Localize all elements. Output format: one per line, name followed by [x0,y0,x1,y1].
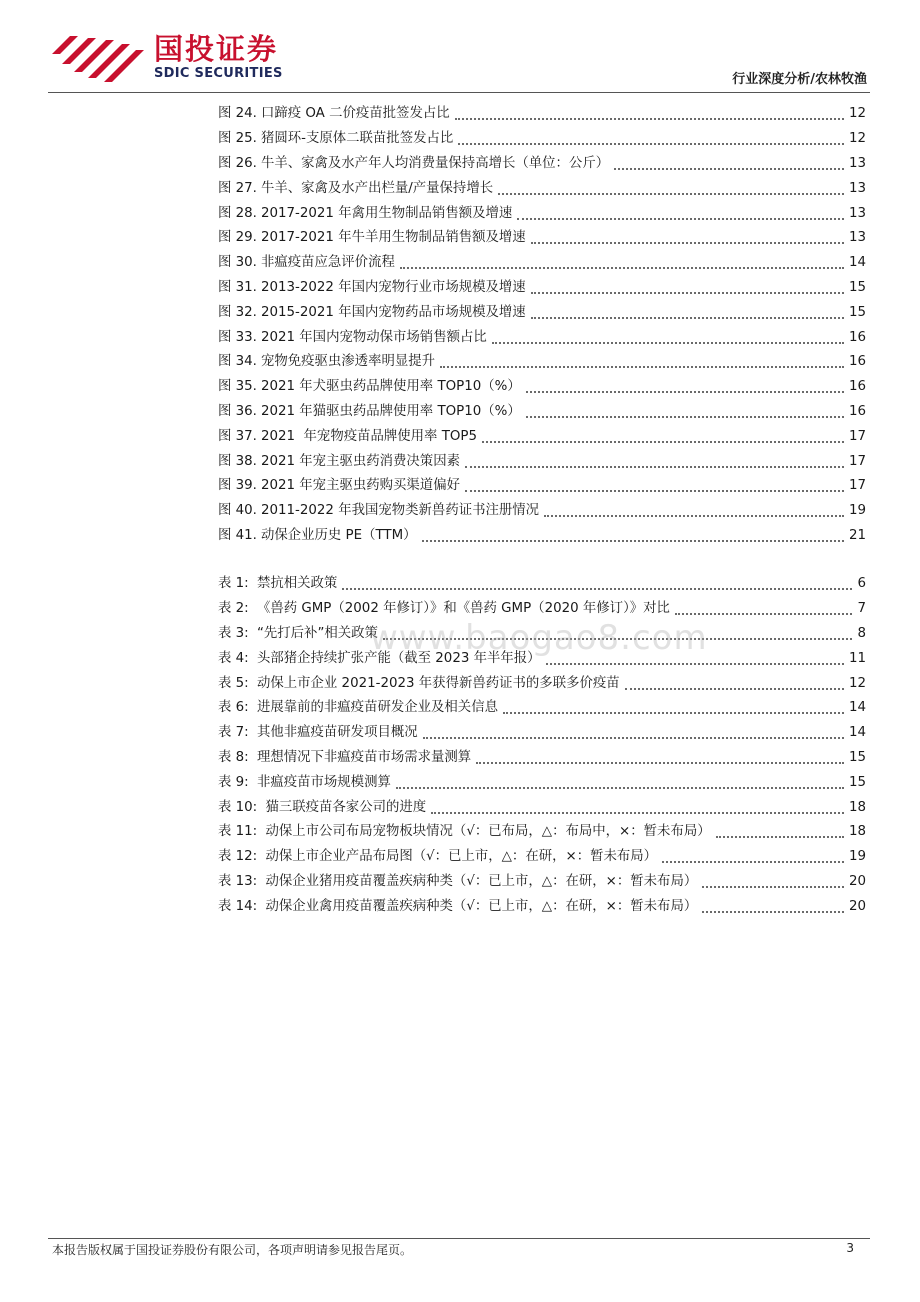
figure-entry-number: 图 32. [218,304,257,320]
table-entry[interactable] [218,770,866,795]
table-entry[interactable] [218,795,866,820]
figure-entry-leader-dots [517,218,844,220]
figure-entry-title: 牛羊、家禽及水产出栏量/产量保持增长 [260,180,494,196]
table-entry-title: 动保上市公司布局宠物板块情况（√：已布局，△：布局中，×：暂未布局） [261,824,711,840]
figure-entry-title: 2013-2022 年国内宠物行业市场规模及增速 [260,279,526,295]
figure-entry-number: 图 31. [218,279,257,295]
table-entry-title: 进展靠前的非瘟疫苗研发企业及相关信息 [252,700,498,716]
table-entry[interactable] [218,820,866,845]
figure-entry-page: 16 [848,379,866,395]
figure-entry-title: 口蹄疫 OA 二价疫苗批签发占比 [260,106,450,122]
figure-entry-page: 15 [848,279,866,295]
table-entry-title: 理想情况下非瘟疫苗市场需求量测算 [252,749,472,765]
table-entry-number: 表 11: [218,824,258,840]
figure-entry-page: 16 [848,329,866,345]
figure-entry-number: 图 25. [218,131,257,147]
table-entry-leader-dots [503,712,844,714]
table-entry-number: 表 12: [218,849,258,865]
table-entry-number: 表 6: [218,700,249,716]
table-entry-title: 猫三联疫苗各家公司的进度 [261,799,427,815]
figure-entry-title: 2017-2021 年牛羊用生物制品销售额及增速 [260,230,526,246]
figure-entry[interactable] [218,424,866,449]
table-entry-page: 12 [848,675,866,691]
figure-entry-page: 21 [848,527,866,543]
figure-entry-title: 2015-2021 年国内宠物药品市场规模及增速 [260,304,526,320]
logo-english-name: SDIC SECURITIES [154,66,283,81]
table-entry-number: 表 1: [218,576,249,592]
figure-entry[interactable] [218,176,866,201]
figure-entry[interactable] [218,127,866,152]
figure-entry[interactable] [218,201,866,226]
figure-entry-title: 2021 年猫驱虫药品牌使用率 TOP10（%） [260,403,521,419]
figure-entry-page: 12 [848,131,866,147]
figure-entry[interactable] [218,276,866,301]
figure-entry-leader-dots [544,515,844,517]
table-entry-leader-dots [702,886,844,888]
table-entry-title: 动保上市企业产品布局图（√：已上市，△：在研，×：暂未布局） [261,849,658,865]
figure-entry-page: 16 [848,354,866,370]
figure-entry-page: 15 [848,304,866,320]
figure-entry-page: 13 [848,230,866,246]
table-entry-number: 表 13: [218,873,258,889]
figure-entry-leader-dots [400,267,844,269]
logo-stripes-icon [48,30,148,86]
figure-entry[interactable] [218,251,866,276]
figure-entry-title: 牛羊、家禽及水产年人均消费量保持高增长（单位：公斤） [260,155,610,171]
table-entry-title: 动保上市企业 2021-2023 年获得新兽药证书的多联多价疫苗 [252,675,620,691]
figure-entry-title: 猪圆环-支原体二联苗批签发占比 [260,131,454,147]
figure-entry[interactable] [218,375,866,400]
figure-entry-title: 2021 年犬驱虫药品牌使用率 TOP10（%） [260,379,521,395]
figure-entry-number: 图 37. [218,428,257,444]
figure-entry-page: 14 [848,255,866,271]
figure-entry-leader-dots [526,416,844,418]
table-entry-title: 《兽药 GMP（2002 年修订）》和《兽药 GMP（2020 年修订）》对比 [252,601,670,617]
table-entry-leader-dots [625,688,844,690]
figure-entry-leader-dots [526,391,844,393]
table-entry-page: 18 [848,799,866,815]
table-entry-page: 18 [848,824,866,840]
figure-entry-number: 图 38. [218,453,257,469]
table-entry-leader-dots [546,663,844,665]
figure-entry-number: 图 30. [218,255,257,271]
table-entry-page: 15 [848,749,866,765]
table-entry-page: 19 [848,849,866,865]
table-entry[interactable] [218,721,866,746]
table-entry-title: 非瘟疫苗市场规模测算 [252,774,391,790]
figure-entry-leader-dots [465,466,844,468]
figure-entry-leader-dots [458,143,844,145]
table-entry-page: 14 [848,700,866,716]
figure-entry[interactable] [218,474,866,499]
figure-entry-page: 17 [848,428,866,444]
table-entry-leader-dots [342,588,852,590]
figure-entry-page: 19 [848,503,866,519]
table-entry[interactable] [218,671,866,696]
figure-entry-title: 宠物免疫驱虫渗透率明显提升 [260,354,436,370]
figure-entry-title: 2011-2022 年我国宠物类新兽药证书注册情况 [260,503,540,519]
figure-entry[interactable] [218,499,866,524]
figure-entry-page: 13 [848,155,866,171]
table-entry[interactable] [218,870,866,895]
table-entry-leader-dots [423,737,844,739]
page-number: 3 [846,1241,854,1255]
figure-entry[interactable] [218,226,866,251]
header-divider [48,92,870,93]
figure-entry-number: 图 40. [218,503,257,519]
figure-entry-number: 图 36. [218,403,257,419]
page-header [0,0,920,100]
table-entry[interactable] [218,696,866,721]
figure-entry[interactable] [218,325,866,350]
figure-entry-page: 12 [848,106,866,122]
watermark: www.baogao8.com [370,618,708,658]
table-entry-page: 7 [857,601,866,617]
table-entry-page: 20 [848,873,866,889]
table-entry-title: 其他非瘟疫苗研发项目概况 [252,725,418,741]
figure-entry-leader-dots [531,242,844,244]
table-entry-number: 表 10: [218,799,258,815]
figure-entry-number: 图 33. [218,329,257,345]
figure-index-list [218,102,866,548]
figure-entry-number: 图 28. [218,205,257,221]
figure-entry-leader-dots [492,342,844,344]
table-entry-page: 6 [857,576,866,592]
figure-entry-page: 13 [848,205,866,221]
figure-entry-title: 动保企业历史 PE（TTM） [260,527,417,543]
figure-entry-leader-dots [498,193,844,195]
table-entry[interactable] [218,572,866,597]
table-entry[interactable] [218,894,866,919]
figure-entry-title: 2021 年国内宠物动保市场销售额占比 [260,329,487,345]
figure-entry-page: 13 [848,180,866,196]
table-entry-page: 15 [848,774,866,790]
table-entry-number: 表 5: [218,675,249,691]
figure-entry-leader-dots [440,366,844,368]
table-entry-number: 表 9: [218,774,249,790]
table-entry-leader-dots [476,762,844,764]
table-entry-number: 表 4: [218,650,249,666]
table-entry-number: 表 7: [218,725,249,741]
figure-entry-number: 图 26. [218,155,257,171]
figure-entry-number: 图 27. [218,180,257,196]
figure-entry-number: 图 29. [218,230,257,246]
table-entry-number: 表 3: [218,625,249,641]
figure-entry-leader-dots [455,118,844,120]
table-entry[interactable] [218,845,866,870]
report-section-label: 行业深度分析/农林牧渔 [732,72,867,87]
figure-entry-title: 非瘟疫苗应急评价流程 [260,255,395,271]
figure-entry-number: 图 39. [218,478,257,494]
figure-entry-title: 2021 年宠主驱虫药消费决策因素 [260,453,460,469]
figure-entry[interactable] [218,524,866,549]
table-entry-title: 禁抗相关政策 [252,576,338,592]
table-entry-number: 表 8: [218,749,249,765]
figure-entry-leader-dots [614,168,844,170]
table-entry-title: “先打后补”相关政策 [252,625,378,641]
figure-entry-number: 图 24. [218,106,257,122]
table-entry-title: 头部猪企持续扩张产能（截至 2023 年半年报） [252,650,541,666]
figure-entry[interactable] [218,350,866,375]
footer-disclaimer: 本报告版权属于国投证券股份有限公司，各项声明请参见报告尾页。 [52,1243,413,1257]
figure-entry-page: 17 [848,478,866,494]
figure-entry-leader-dots [482,441,844,443]
table-entry-page: 8 [857,625,866,641]
figure-entry[interactable] [218,449,866,474]
figure-entry-leader-dots [531,292,844,294]
figure-entry-number: 图 41. [218,527,257,543]
figure-entry-leader-dots [531,317,844,319]
table-entry-title: 动保企业禽用疫苗覆盖疾病种类（√：已上市，△：在研，×：暂未布局） [261,898,698,914]
figure-entry-number: 图 34. [218,354,257,370]
logo-chinese-name: 国投证券 [154,32,279,66]
figure-entry-title: 2021 年宠物疫苗品牌使用率 TOP5 [260,428,478,444]
figure-entry-page: 16 [848,403,866,419]
table-entry-page: 11 [848,650,866,666]
table-entry-leader-dots [675,613,853,615]
figure-entry-title: 2021 年宠主驱虫药购买渠道偏好 [260,478,460,494]
company-logo [48,30,308,86]
table-entry-leader-dots [702,911,844,913]
table-entry-leader-dots [396,787,844,789]
table-entry-leader-dots [716,836,844,838]
table-entry[interactable] [218,746,866,771]
table-entry-leader-dots [662,861,844,863]
figure-entry-page: 17 [848,453,866,469]
figure-entry[interactable] [218,400,866,425]
figure-entry-leader-dots [422,540,844,542]
figure-entry-leader-dots [465,490,844,492]
table-entry-number: 表 2: [218,601,249,617]
table-entry-number: 表 14: [218,898,258,914]
figure-entry[interactable] [218,300,866,325]
footer-divider [48,1238,870,1239]
table-entry-title: 动保企业猪用疫苗覆盖疾病种类（√：已上市，△：在研，×：暂未布局） [261,873,698,889]
table-entry-page: 20 [848,898,866,914]
figure-entry-number: 图 35. [218,379,257,395]
figure-entry[interactable] [218,102,866,127]
table-entry-leader-dots [431,812,844,814]
table-entry-page: 14 [848,725,866,741]
figure-entry-title: 2017-2021 年禽用生物制品销售额及增速 [260,205,513,221]
figure-entry[interactable] [218,152,866,177]
